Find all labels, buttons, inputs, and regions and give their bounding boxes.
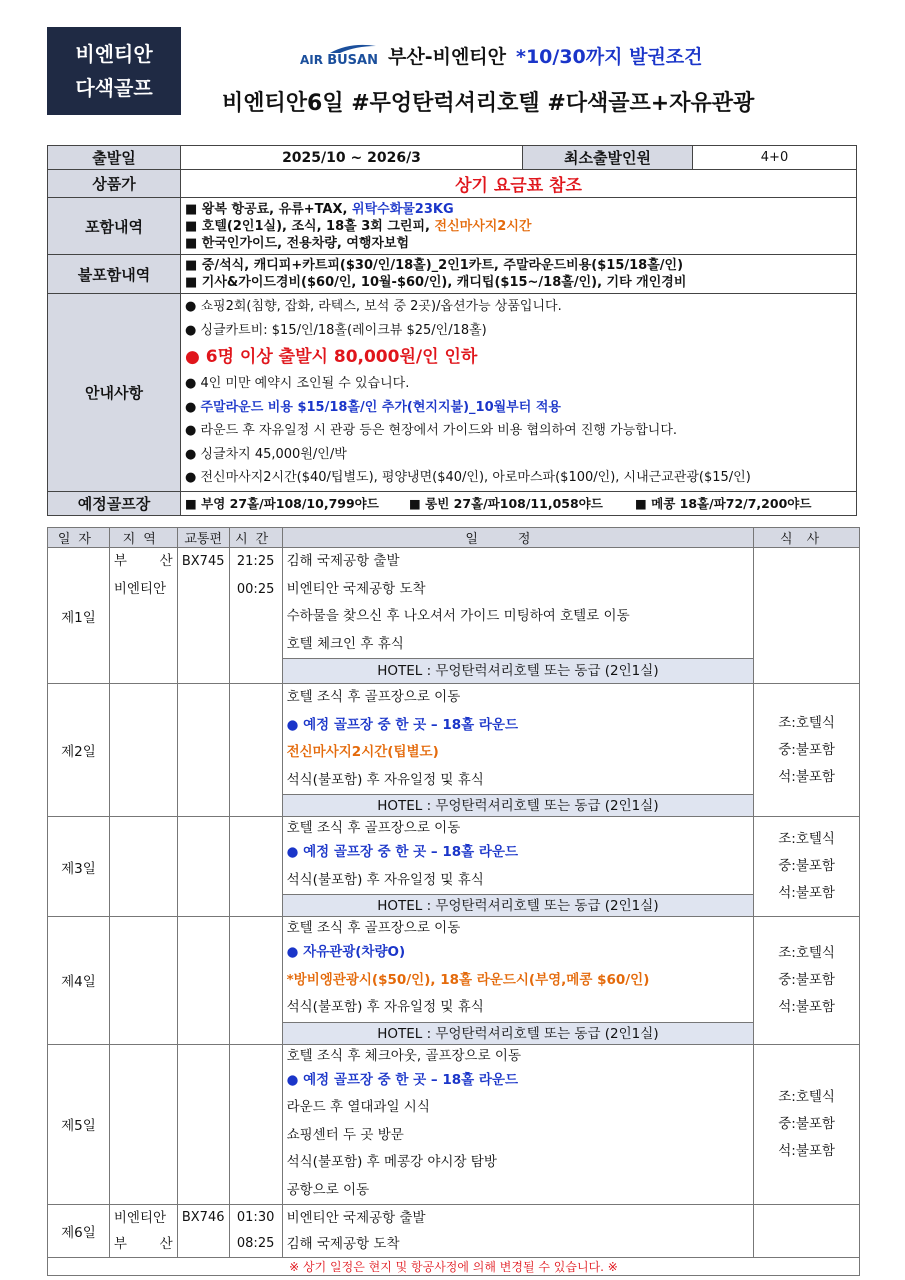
plan-line: 비엔티안 국제공항 출발 <box>286 1210 426 1226</box>
plan-cell <box>282 1205 754 1258</box>
route-text: 부산-비엔티안 <box>388 46 507 68</box>
note-8: ● 전신마사지2시간($40/팁별도), 평양냉면($40/인), 아로마스파($100/인), 시내근교관광($15/인) <box>185 470 751 485</box>
plan-line: 석식(불포함) 후 자유일정 및 휴식 <box>286 871 484 888</box>
meal-lunch: 중:불포함 <box>778 971 835 988</box>
included-item-3: ■ 한국인가이드, 전용차량, 여행자보험 <box>185 235 410 251</box>
logo-busan-text: BUSAN <box>327 53 378 68</box>
day-label: 제5일 <box>48 1044 110 1205</box>
header-transport: 교통편 <box>177 528 229 548</box>
note-1: ● 쇼핑2회(침향, 잡화, 라텍스, 보석 중 2곳)/옵션가능 상품입니다. <box>185 299 562 314</box>
plan-cell <box>282 1044 754 1205</box>
plan-line: 공항으로 이동 <box>286 1181 370 1198</box>
price-label: 상품가 <box>48 170 181 198</box>
product-tag <box>47 27 181 115</box>
area-destination: 비엔티안 <box>113 580 167 597</box>
meal-breakfast: 조:호텔식 <box>778 714 835 731</box>
plan-golf-round: ● 예정 골프장 중 한 곳 – 18홀 라운드 <box>286 844 519 860</box>
plan-line: 라운드 후 열대과일 시식 <box>286 1099 430 1115</box>
area-cell <box>109 1205 177 1258</box>
departure-time: 01:30 <box>236 1210 275 1225</box>
plan-line: 비엔티안 국제공항 도착 <box>286 580 426 597</box>
flight-cell <box>177 548 229 684</box>
flight-number: BX746 <box>181 1210 225 1225</box>
flight-number: BX745 <box>181 554 225 569</box>
price-value: 상기 요금표 참조 <box>181 170 857 198</box>
plan-line: 석식(불포함) 후 자유일정 및 휴식 <box>286 771 484 788</box>
note-6: ● 라운드 후 자유일정 시 관광 등은 현장에서 가이드와 비용 협의하여 진행 가능합니다. <box>185 423 678 438</box>
day-label: 제2일 <box>48 684 110 817</box>
hotel-info: HOTEL : 무엉탄럭셔리호텔 또는 동급 (2인1실) <box>283 894 754 916</box>
plan-line: 호텔 조식 후 골프장으로 이동 <box>286 820 461 836</box>
note-4: ● 4인 미만 예약시 조인될 수 있습니다. <box>185 376 410 391</box>
meal-dinner: 석:불포함 <box>778 768 835 785</box>
flight-cell <box>177 684 229 817</box>
meal-dinner: 석:불포함 <box>778 998 835 1015</box>
meal-breakfast: 조:호텔식 <box>778 1088 835 1105</box>
itinerary-day-5 <box>48 1044 860 1205</box>
meal-breakfast: 조:호텔식 <box>778 831 835 847</box>
notes-label: 안내사항 <box>48 294 181 492</box>
excluded-label: 불포함내역 <box>48 255 181 294</box>
itinerary-day-4 <box>48 917 860 1045</box>
meal-cell <box>754 684 860 817</box>
day-label: 제6일 <box>48 1205 110 1258</box>
note-5: ● 주말라운드 비용 $15/18홀/인 추가(현지지불)_10월부터 적용 <box>185 399 561 415</box>
meal-dinner: 석:불포함 <box>778 885 835 901</box>
area-cell <box>109 1044 177 1205</box>
meal-lunch: 중:불포함 <box>778 858 835 874</box>
itinerary-day-1 <box>48 548 860 684</box>
departure-time: 21:25 <box>236 554 275 569</box>
golf-course-1: ■ 부영 27홀/파108/10,799야드 <box>185 496 379 511</box>
itinerary-day-3 <box>48 817 860 917</box>
logo-air-text: AIR <box>300 53 323 67</box>
schedule-footnote: ※ 상기 일정은 현지 및 항공사정에 의해 변경될 수 있습니다. ※ <box>48 1258 860 1276</box>
time-cell <box>229 1205 282 1258</box>
meal-cell <box>754 548 860 684</box>
area-destination: 부 산 <box>113 1236 173 1252</box>
hotel-info: HOTEL : 무엉탄럭셔리호텔 또는 동급 (2인1실) <box>283 658 754 683</box>
included-label: 포함내역 <box>48 198 181 255</box>
area-origin: 부 산 <box>113 553 173 569</box>
plan-line: 호텔 체크인 후 휴식 <box>286 635 404 652</box>
airbusan-logo <box>300 44 378 67</box>
tag-line-1: 비엔티안 <box>75 42 153 66</box>
day-label: 제3일 <box>48 817 110 917</box>
departure-value: 2025/10 ~ 2026/3 <box>181 146 523 170</box>
plan-line: 김해 국제공항 출발 <box>286 553 400 569</box>
area-cell <box>109 548 177 684</box>
header-day: 일자 <box>48 528 110 548</box>
excluded-item-1: ■ 중/석식, 캐디피+카트피($30/인/18홀)_2인1카트, 주말라운드비용($15/18홀/인) <box>185 258 684 273</box>
area-cell <box>109 917 177 1045</box>
meal-cell <box>754 1044 860 1205</box>
plan-line: 호텔 조식 후 골프장으로 이동 <box>286 920 461 936</box>
plan-line: 석식(불포함) 후 자유일정 및 휴식 <box>286 999 484 1015</box>
plan-line: 호텔 조식 후 체크아웃, 골프장으로 이동 <box>286 1047 521 1064</box>
area-cell <box>109 817 177 917</box>
golf-course-2: ■ 롱빈 27홀/파108/11,058야드 <box>409 496 603 511</box>
min-people-value: 4+0 <box>693 146 857 170</box>
meal-dinner: 석:불포함 <box>778 1142 835 1159</box>
arrival-time: 00:25 <box>236 581 275 597</box>
itinerary-day-6 <box>48 1205 860 1258</box>
plan-line: 쇼핑센터 두 곳 방문 <box>286 1126 404 1143</box>
plan-line: 수하물을 찾으신 후 나오셔서 가이드 미팅하여 호텔로 이동 <box>286 608 630 624</box>
included-item-2: ■ 호텔(2인1실), 조식, 18홀 3회 그린피, 전신마사지2시간 <box>185 218 532 234</box>
plan-cell <box>282 684 754 817</box>
day-label: 제4일 <box>48 917 110 1045</box>
itinerary-table <box>47 527 860 1276</box>
massage-included: 전신마사지2시간 <box>434 218 532 234</box>
header-area: 지역 <box>109 528 177 548</box>
note-7: ● 싱글차지 45,000원/인/박 <box>185 446 347 462</box>
arrival-time: 08:25 <box>236 1236 275 1251</box>
plan-golf-round: ● 예정 골프장 중 한 곳 – 18홀 라운드 <box>286 716 519 733</box>
plan-option-note: *방비엥관광시($50/인), 18홀 라운드시(부영,메콩 $60/인) <box>286 971 650 988</box>
included-list <box>181 198 857 255</box>
product-info-table <box>47 145 857 516</box>
excluded-item-2: ■ 기사&가이드경비($60/인, 10월-$60/인), 캐디팁($15~/18홀/인), 기타 개인경비 <box>185 275 687 290</box>
note-2: ● 싱글카트비: $15/인/18홀(레이크뷰 $25/인/18홀) <box>185 322 487 338</box>
area-origin: 비엔티안 <box>113 1210 167 1226</box>
time-cell <box>229 917 282 1045</box>
note-3: ● 6명 이상 출발시 80,000원/인 인하 <box>185 347 478 367</box>
plan-line: 석식(불포함) 후 메콩강 야시장 탐방 <box>286 1154 497 1170</box>
golf-courses <box>181 491 857 515</box>
time-cell <box>229 817 282 917</box>
area-cell <box>109 684 177 817</box>
plan-cell <box>282 548 754 684</box>
hotel-info: HOTEL : 무엉탄럭셔리호텔 또는 동급 (2인1실) <box>283 1022 754 1044</box>
meal-breakfast: 조:호텔식 <box>778 944 835 961</box>
luggage-allowance: 위탁수화물23KG <box>352 201 454 217</box>
meal-cell <box>754 1205 860 1258</box>
title-line-1 <box>300 42 703 69</box>
header-time: 시간 <box>229 528 282 548</box>
golf-label: 예정골프장 <box>48 491 181 515</box>
time-cell <box>229 548 282 684</box>
ticketing-condition: *10/30까지 발권조건 <box>516 46 703 68</box>
meal-lunch: 중:불포함 <box>778 741 835 758</box>
meal-cell <box>754 917 860 1045</box>
tag-line-2: 다색골프 <box>75 76 153 100</box>
meal-lunch: 중:불포함 <box>778 1115 835 1132</box>
flight-cell <box>177 1044 229 1205</box>
flight-cell <box>177 1205 229 1258</box>
header-meal: 식사 <box>754 528 860 548</box>
plan-massage: 전신마사지2시간(팁별도) <box>286 744 439 760</box>
plan-free-tour: ● 자유관광(차량O) <box>286 944 406 960</box>
plan-cell <box>282 917 754 1045</box>
plan-cell <box>282 817 754 917</box>
weekend-fee-note: 주말라운드 비용 $15/18홀/인 추가(현지지불)_10월부터 적용 <box>200 399 561 415</box>
min-people-label: 최소출발인원 <box>523 146 693 170</box>
time-cell <box>229 1044 282 1205</box>
meal-cell <box>754 817 860 917</box>
flight-cell <box>177 817 229 917</box>
plan-line: 호텔 조식 후 골프장으로 이동 <box>286 689 461 705</box>
golf-course-3: ■ 메콩 18홀/파72/7,200야드 <box>635 496 812 511</box>
hotel-info: HOTEL : 무엉탄럭셔리호텔 또는 동급 (2인1실) <box>283 794 754 816</box>
itinerary-day-2 <box>48 684 860 817</box>
plan-golf-round: ● 예정 골프장 중 한 곳 – 18홀 라운드 <box>286 1071 519 1088</box>
time-cell <box>229 684 282 817</box>
day-label: 제1일 <box>48 548 110 684</box>
page-title: 비엔티안6일 #무엉탄럭셔리호텔 #다색골프+자유관광 <box>222 91 755 116</box>
flight-cell <box>177 917 229 1045</box>
departure-label: 출발일 <box>48 146 181 170</box>
excluded-list <box>181 255 857 294</box>
header-plan: 일정 <box>282 528 754 548</box>
plan-line: 김해 국제공항 도착 <box>286 1236 400 1252</box>
notes-list <box>181 294 857 492</box>
included-item-1: ■ 왕복 항공료, 유류+TAX, 위탁수화물23KG <box>185 201 454 217</box>
